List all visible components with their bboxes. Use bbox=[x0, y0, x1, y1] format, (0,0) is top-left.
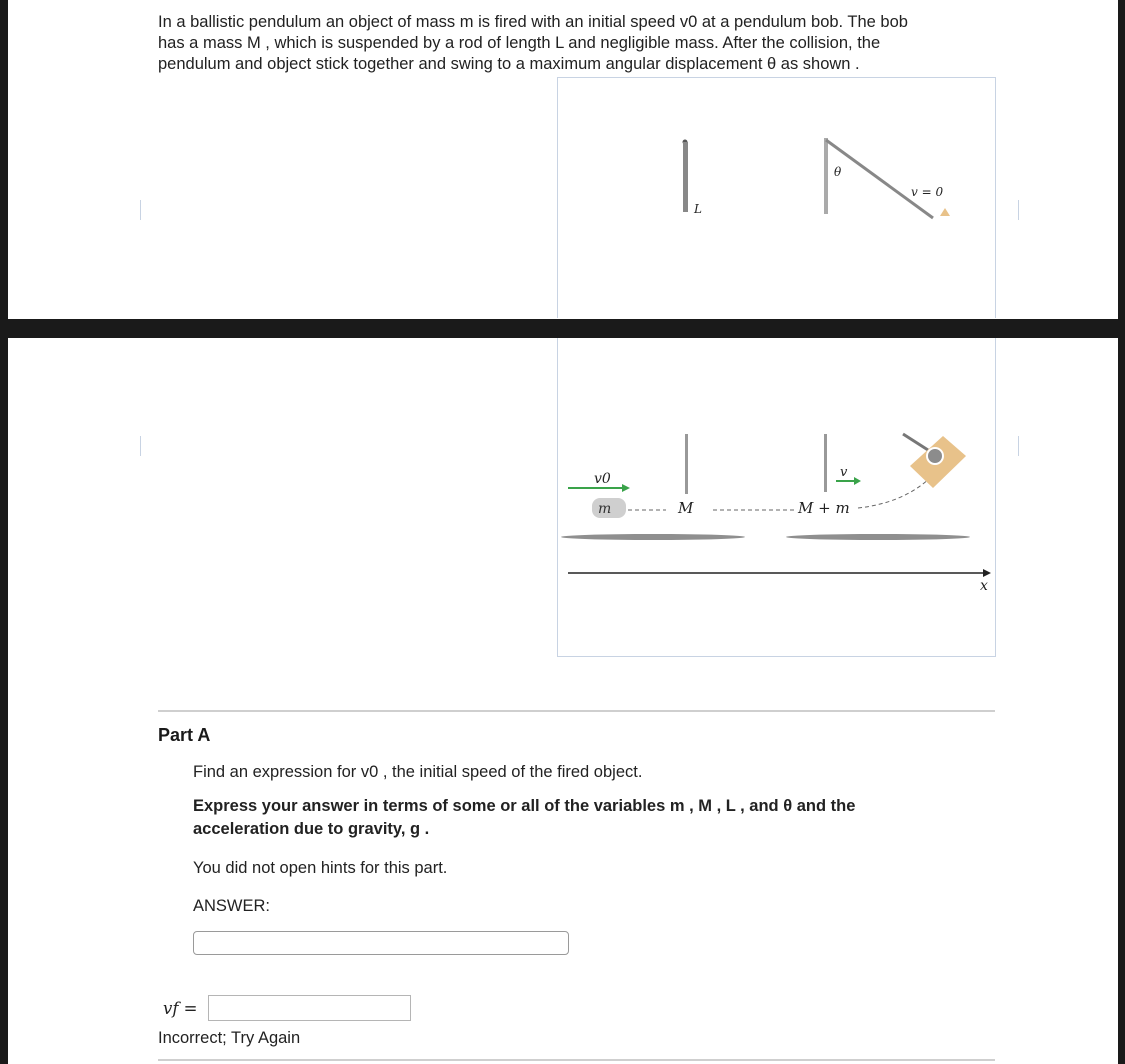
pendulum-figure-top bbox=[557, 77, 996, 318]
answer-label: ANSWER: bbox=[193, 897, 271, 915]
v-label: v bbox=[840, 465, 848, 480]
question-prompt: Find an expression for v0 , the initial speed of the fired object. bbox=[193, 763, 643, 781]
x-axis-arrowhead bbox=[983, 569, 991, 577]
v-arrowhead bbox=[854, 477, 861, 485]
velocity-zero-label: v = 0 bbox=[911, 185, 944, 199]
angle-label: θ bbox=[834, 165, 842, 179]
section-divider-bottom bbox=[158, 1059, 995, 1061]
instruction-line-2: acceleration due to gravity, g . bbox=[193, 820, 430, 838]
pendulum-figure-bottom bbox=[557, 338, 996, 657]
feedback-message: Incorrect; Try Again bbox=[158, 1029, 301, 1047]
frame-edge-left-2 bbox=[140, 436, 141, 456]
vf-answer-field[interactable] bbox=[208, 995, 411, 1021]
rod-before bbox=[685, 434, 688, 494]
vf-label: vf = bbox=[163, 999, 198, 1018]
rod-vertical-reference bbox=[824, 138, 828, 214]
rod-swung bbox=[826, 140, 933, 218]
v0-arrowhead bbox=[622, 484, 630, 492]
rod-length-label: L bbox=[694, 202, 702, 216]
part-title: Part A bbox=[158, 725, 211, 745]
frame-edge-left bbox=[140, 200, 141, 220]
M-label: M bbox=[678, 499, 694, 517]
ground-shadow-left bbox=[561, 534, 745, 540]
rod-swing bbox=[903, 434, 928, 450]
section-divider-top bbox=[158, 710, 995, 712]
problem-statement bbox=[158, 12, 988, 75]
m-label: m bbox=[598, 501, 612, 517]
embedded-ball bbox=[927, 448, 943, 464]
instruction-line-1: Express your answer in terms of some or all of the variables m , M , L , and θ and the bbox=[193, 797, 856, 815]
pendulum-diagram-top bbox=[558, 78, 995, 318]
bob-top bbox=[940, 208, 950, 216]
frame-edge-right bbox=[1018, 200, 1019, 220]
rod-left bbox=[683, 142, 688, 212]
hints-note: You did not open hints for this part. bbox=[193, 859, 448, 877]
frame-edge-right-2 bbox=[1018, 436, 1019, 456]
question-panel bbox=[8, 338, 1118, 1064]
problem-line-1: In a ballistic pendulum an object of mass m is fired with an initial speed v0 at a pendulum bob. The bob bbox=[158, 13, 908, 31]
answer-input[interactable] bbox=[193, 931, 569, 955]
collision-diagram bbox=[558, 338, 995, 656]
Mm-label: M + m bbox=[798, 499, 850, 517]
rod-after bbox=[824, 434, 827, 492]
problem-line-2: has a mass M , which is suspended by a rod of length L and negligible mass. After the collision, the bbox=[158, 34, 881, 52]
ground-shadow-right bbox=[786, 534, 970, 540]
x-axis-label: x bbox=[980, 578, 988, 594]
problem-statement-panel bbox=[8, 0, 1118, 319]
v0-label: v0 bbox=[594, 471, 611, 487]
problem-line-3: pendulum and object stick together and swing to a maximum angular displacement θ as shown . bbox=[158, 55, 860, 73]
swing-path bbox=[858, 478, 930, 508]
